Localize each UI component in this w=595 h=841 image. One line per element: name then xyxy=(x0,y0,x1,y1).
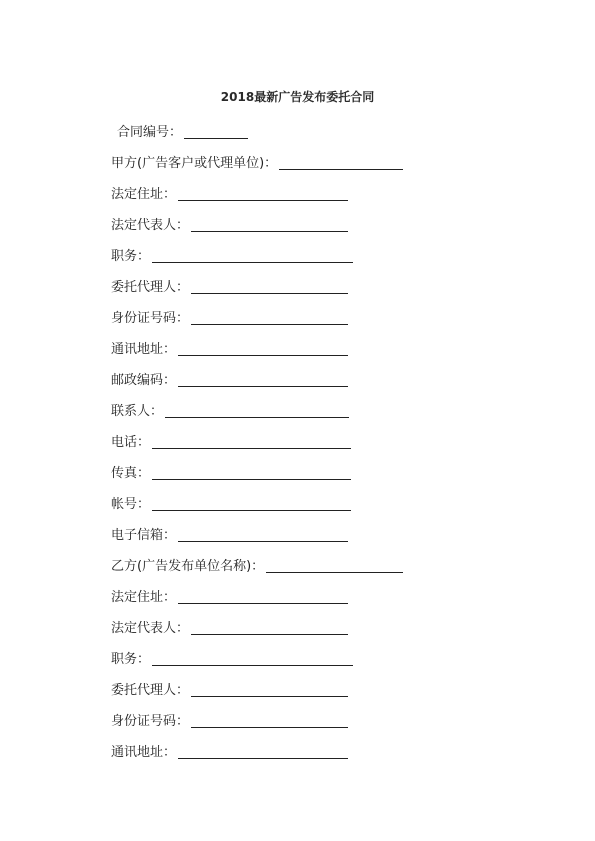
field-label: 通讯地址： xyxy=(111,342,177,357)
fill-blank xyxy=(266,558,403,573)
fill-blank xyxy=(191,620,348,635)
field-party-a-contact xyxy=(111,403,403,434)
field-label: 委托代理人： xyxy=(111,280,190,295)
field-party-a-position xyxy=(111,248,403,279)
fill-blank xyxy=(152,496,351,511)
field-label: 联系人： xyxy=(111,404,164,419)
field-label: 电子信箱： xyxy=(111,528,177,543)
fill-blank xyxy=(178,527,348,542)
field-label: 帐号： xyxy=(111,497,151,512)
field-party-a-fax xyxy=(111,465,403,496)
field-label: 委托代理人： xyxy=(111,683,190,698)
field-label: 乙方(广告发布单位名称)： xyxy=(111,559,265,574)
field-label: 身份证号码： xyxy=(111,714,190,729)
field-label: 甲方(广告客户或代理单位)： xyxy=(111,156,278,171)
fill-blank xyxy=(178,589,348,604)
field-party-b xyxy=(111,558,403,589)
field-party-a-agent xyxy=(111,279,403,310)
field-label: 职务： xyxy=(111,249,151,264)
fill-blank xyxy=(178,744,348,759)
field-label: 邮政编码： xyxy=(111,373,177,388)
field-party-a-id-number xyxy=(111,310,403,341)
field-party-b-address xyxy=(111,589,403,620)
field-party-b-id-number xyxy=(111,713,403,744)
field-party-b-legal-rep xyxy=(111,620,403,651)
field-party-a-phone xyxy=(111,434,403,465)
field-party-a xyxy=(111,155,403,186)
document-title: 2018最新广告发布委托合同 xyxy=(220,90,375,104)
fill-blank xyxy=(152,465,351,480)
field-label: 职务： xyxy=(111,652,151,667)
fill-blank xyxy=(178,372,348,387)
field-party-a-account xyxy=(111,496,403,527)
fill-blank xyxy=(165,403,349,418)
fill-blank xyxy=(152,434,351,449)
fill-blank xyxy=(191,217,348,232)
field-party-a-legal-rep xyxy=(111,217,403,248)
fill-blank xyxy=(191,713,348,728)
field-label: 法定住址： xyxy=(111,187,177,202)
field-label: 身份证号码： xyxy=(111,311,190,326)
fill-blank xyxy=(184,124,248,139)
fill-blank xyxy=(191,279,348,294)
fill-blank xyxy=(279,155,403,170)
field-label: 法定代表人： xyxy=(111,218,190,233)
field-label: 电话： xyxy=(111,435,151,450)
field-label: 合同编号： xyxy=(117,125,183,140)
field-label: 法定代表人： xyxy=(111,621,190,636)
field-party-b-mail-address xyxy=(111,744,403,775)
fill-blank xyxy=(191,310,348,325)
form-fields xyxy=(111,124,403,775)
field-party-a-mail-address xyxy=(111,341,403,372)
field-label: 法定住址： xyxy=(111,590,177,605)
field-party-a-postcode xyxy=(111,372,403,403)
fill-blank xyxy=(178,186,348,201)
field-contract-number xyxy=(111,124,403,155)
field-label: 传真： xyxy=(111,466,151,481)
fill-blank xyxy=(178,341,348,356)
field-party-a-email xyxy=(111,527,403,558)
field-party-b-position xyxy=(111,651,403,682)
field-label: 通讯地址： xyxy=(111,745,177,760)
fill-blank xyxy=(152,248,353,263)
field-party-b-agent xyxy=(111,682,403,713)
fill-blank xyxy=(191,682,348,697)
fill-blank xyxy=(152,651,353,666)
field-party-a-address xyxy=(111,186,403,217)
